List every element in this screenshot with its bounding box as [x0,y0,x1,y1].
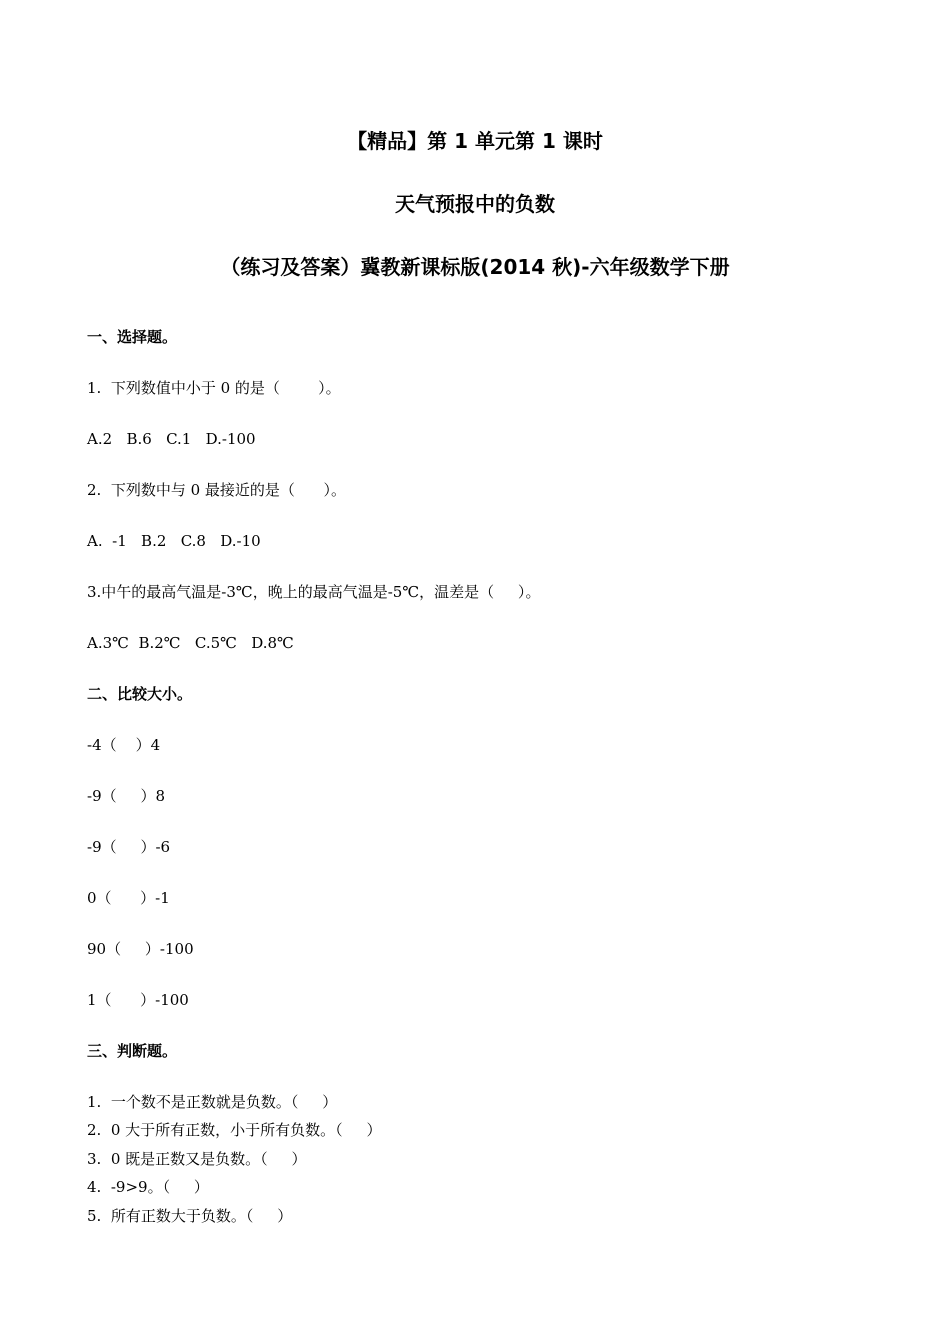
choice-question-3: 3.中午的最高气温是-3℃，晚上的最高气温是-5℃，温差是（ ）。 [87,583,541,601]
choice-options-1: A.2 B.6 C.1 D.-100 [87,430,256,448]
compare-item: -4（ ）4 [87,736,161,754]
judge-item: 4. -9>9。（ ） [87,1178,209,1196]
compare-item: 90（ ）-100 [87,940,194,958]
judge-item: 2. 0 大于所有正数，小于所有负数。（ ） [87,1121,382,1139]
section-1-heading: 一、选择题。 [87,328,178,346]
section-3-heading: 三、判断题。 [87,1042,178,1060]
choice-options-3: A.3℃ B.2℃ C.5℃ D.8℃ [87,634,294,652]
judge-item: 1. 一个数不是正数就是负数。（ ） [87,1093,338,1111]
section-2-heading: 二、比较大小。 [87,685,193,703]
choice-options-2: A. -1 B.2 C.8 D.-10 [87,532,261,550]
choice-question-1: 1. 下列数值中小于 0 的是（ ）。 [87,379,341,397]
judge-item: 3. 0 既是正数又是负数。（ ） [87,1150,307,1168]
judge-item: 5. 所有正数大于负数。（ ） [87,1207,293,1225]
compare-item: 0（ ）-1 [87,889,170,907]
compare-item: -9（ ）8 [87,787,165,805]
doc-title-line-2: 天气预报中的负数 [395,192,555,216]
compare-item: -9（ ）-6 [87,838,171,856]
doc-title-line-3: （练习及答案）冀教新课标版(2014 秋)-六年级数学下册 [220,255,730,279]
compare-item: 1（ ）-100 [87,991,189,1009]
doc-title-line-1: 【精品】第 1 单元第 1 课时 [347,129,603,153]
choice-question-2: 2. 下列数中与 0 最接近的是（ ）。 [87,481,347,499]
